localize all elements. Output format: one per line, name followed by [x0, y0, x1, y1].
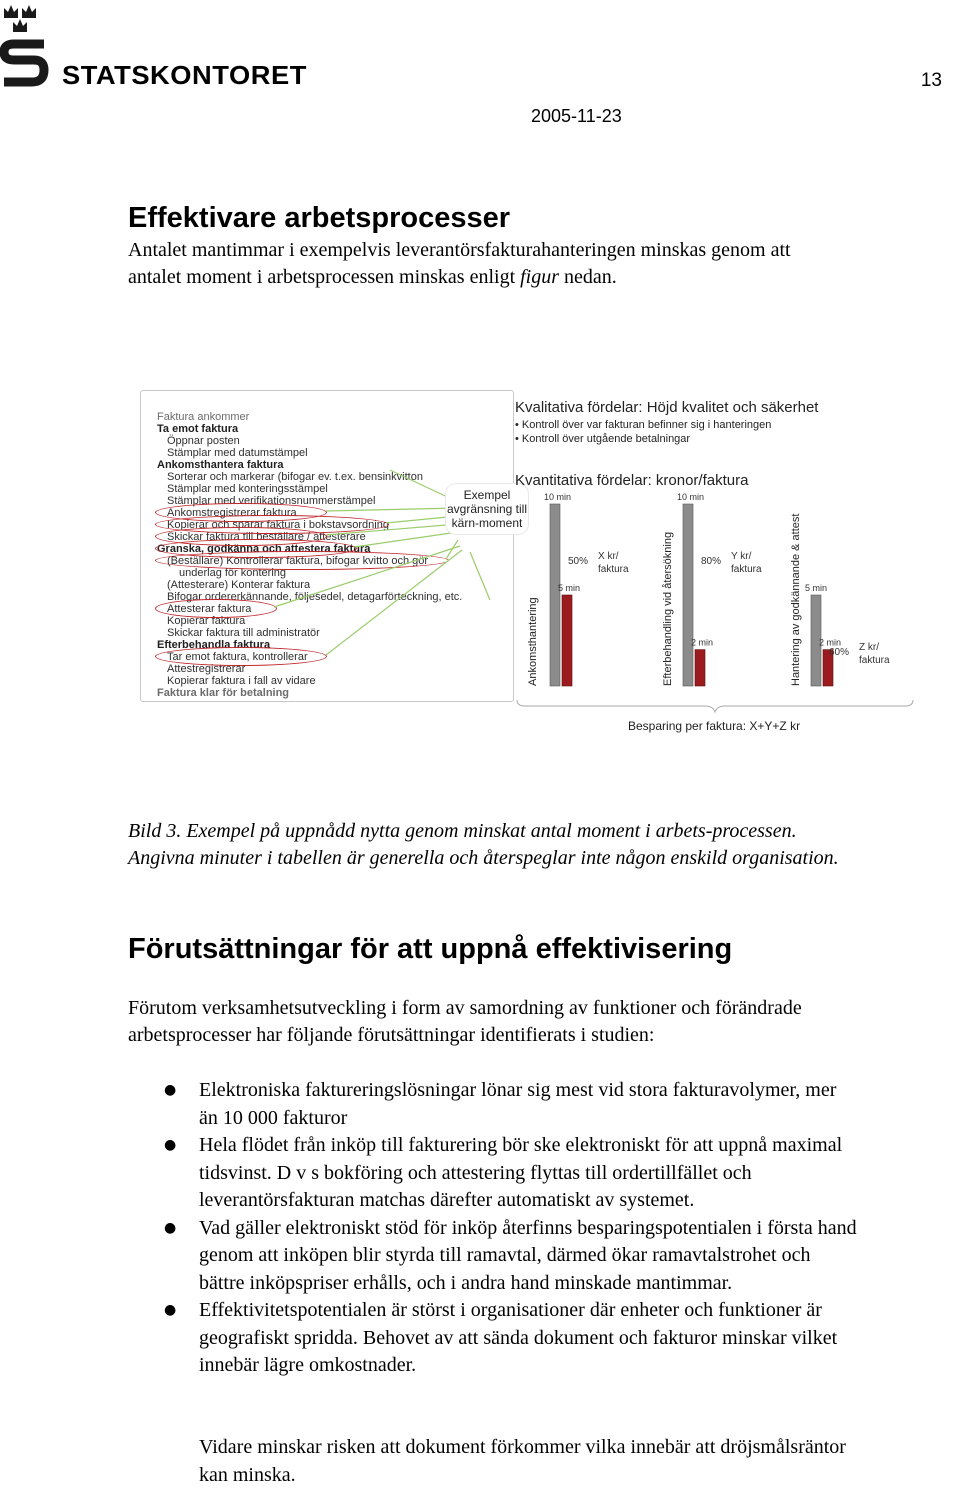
list-tail-text: Vidare minskar risken att dokument förkommer vilka innebär att dröjsmålsräntor kan minska.: [199, 1436, 846, 1486]
step-item: Stämplar med datumstämpel: [167, 447, 308, 459]
list-item: ● Hela flödet från inköp till fakturering bör ske elektroniskt för att uppnå maximal tidsvinst. D v s bokföring och attestering flyttas till ordertillfället och leverantörsfakturan matchas därefter automatiskt av systemet.: [160, 1132, 860, 1215]
step-item: Granska, godkänna och attestera faktura: [157, 543, 371, 555]
saving-unit-label: faktura: [859, 655, 890, 666]
quantitative-title: Kvantitativa fördelar: kronor/faktura: [515, 472, 749, 489]
reduction-label: 50%: [568, 556, 589, 567]
step-item: Ankomsthantera faktura: [157, 459, 284, 471]
intro-text-end: nedan.: [559, 266, 617, 288]
bar-after: [695, 650, 705, 686]
step-item: (Beställare) Kontrollerar faktura, bifogar kvitto och gör: [167, 555, 429, 567]
step-item: Kopierar faktura i fall av vidare: [167, 675, 316, 687]
bar-after-label: 2 min: [819, 637, 842, 648]
step-item: Kopierar faktura: [167, 615, 246, 627]
section-title-2: Förutsättningar för att uppnå effektivisering: [128, 933, 733, 965]
step-item: underlag för kontering: [179, 567, 287, 579]
bar-before-label: 10 min: [544, 492, 572, 502]
step-item: Skickar faktura till administratör: [167, 627, 320, 639]
bar-before-label: 5 min: [805, 583, 828, 593]
saving-label: Besparing per faktura: X+Y+Z kr: [628, 719, 801, 733]
step-item: Skickar faktura till beställare / attesterare: [167, 531, 366, 543]
group-label: Efterbehandling vid återsökning: [662, 531, 674, 686]
bar-after-label: 5 min: [558, 583, 581, 593]
connector-line: [354, 532, 458, 547]
figure-caption: Bild 3. Exempel på uppnådd nytta genom minskat antal moment i arbets-processen. Angivna minuter i tabellen är generella och återspeglar inte någon enskild organisation.: [128, 820, 839, 869]
qualitative-item: • Kontroll över var fakturan befinner sig i hanteringen: [515, 419, 772, 431]
step-item: Faktura klar för betalning: [157, 687, 290, 699]
step-item: Stämplar med konteringsstämpel: [167, 483, 328, 495]
step-item: Tar emot faktura, kontrollerar: [167, 651, 308, 663]
qualitative-item: • Kontroll över utgående betalningar: [515, 433, 691, 445]
statskontoret-logo-mark: [0, 0, 60, 90]
saving-value-label: X kr/: [598, 551, 619, 562]
intro-paragraph: [128, 237, 848, 291]
savings-chart: [515, 490, 915, 712]
connector-line: [274, 546, 460, 607]
group-label: Ankomsthantering: [527, 597, 539, 686]
intro-emphasis: figur: [520, 266, 560, 288]
saving-value-label: Z kr/: [859, 642, 879, 653]
saving-unit-label: faktura: [731, 564, 762, 575]
page-number: 13: [920, 70, 942, 91]
reduction-label: 60%: [829, 647, 850, 658]
section-paragraph: Förutom verksamhetsutveckling i form av samordning av funktioner och förändrade arbetsprocesser har följande förutsättningar identifierats i studien:: [128, 997, 802, 1046]
intro-text: Antalet mantimmar i exempelvis leverantörsfakturahanteringen minskas genom att antalet moment i arbetsprocessen minskas enligt: [128, 239, 791, 288]
step-item: Ta emot faktura: [157, 423, 239, 435]
list-item: ● Effektivitetspotentialen är störst i organisationer där enheter och funktioner är geografiskt spridda. Behovet av att sända dokument och fakturor minskar vilket innebär lägre omkostnader.: [160, 1297, 860, 1380]
reduction-label: 80%: [701, 556, 722, 567]
step-item: Attesterar faktura: [167, 603, 252, 615]
list-item: ● Vad gäller elektroniskt stöd för inköp återfinns besparingspotentialen i första hand genom att inköpen blir styrda till ramavtal, därmed ökar ramavtalstrohet och bättre inköpspriser erhålls, och i andra hand minskade mantimmar.: [160, 1215, 860, 1298]
bar-before: [550, 504, 560, 686]
saving-brace: [517, 700, 913, 712]
logo-text: STATSKONTORET: [62, 60, 307, 90]
step-item: Bifogar ordererkännande, följesedel, detagarförteckning, etc.: [167, 591, 463, 603]
bar-after-label: 2 min: [691, 637, 714, 648]
step-item: (Attesterare) Konterar faktura: [167, 579, 311, 591]
saving-unit-label: faktura: [598, 564, 629, 575]
list-item: ● Elektroniska faktureringslösningar lönar sig mest vid stora fakturavolymer, mer än 10 000 fakturor: [160, 1077, 860, 1132]
connector-line: [326, 550, 462, 655]
section-title: Effektivare arbetsprocesser: [128, 202, 511, 234]
saving-value-label: Y kr/: [731, 551, 752, 562]
step-item: Faktura ankommer: [157, 411, 250, 423]
step-item: Sorterar och markerar (bifogar ev. t.ex. bensinkvitton: [167, 471, 423, 483]
step-item: Kopierar och sparar faktura i bokstavsordning: [167, 519, 389, 531]
step-item: Ankomstregistrerar faktura: [167, 507, 297, 519]
step-item: Stämplar med verifikationsnummerstämpel: [167, 495, 376, 507]
group-label: Hantering av godkännande & attest: [790, 513, 802, 686]
step-item: Attestregistrerar: [167, 663, 246, 675]
step-item: Öppnar posten: [167, 435, 240, 447]
process-figure: [140, 390, 920, 735]
bar-before-label: 10 min: [677, 492, 705, 502]
connector-line: [326, 508, 458, 511]
connector-line: [326, 524, 458, 535]
qualitative-title: Kvalitativa fördelar: Höjd kvalitet och säkerhet: [515, 399, 819, 416]
step-item: Efterbehandla faktura: [157, 639, 271, 651]
example-callout: Exempel avgränsning till kärn-moment: [446, 484, 528, 534]
connector-lines: [140, 390, 540, 710]
bar-after: [562, 595, 572, 686]
bar-before: [683, 504, 693, 686]
document-date: 2005-11-23: [531, 106, 622, 126]
connector-line: [470, 552, 490, 600]
prerequisites-list: [160, 1077, 860, 1380]
